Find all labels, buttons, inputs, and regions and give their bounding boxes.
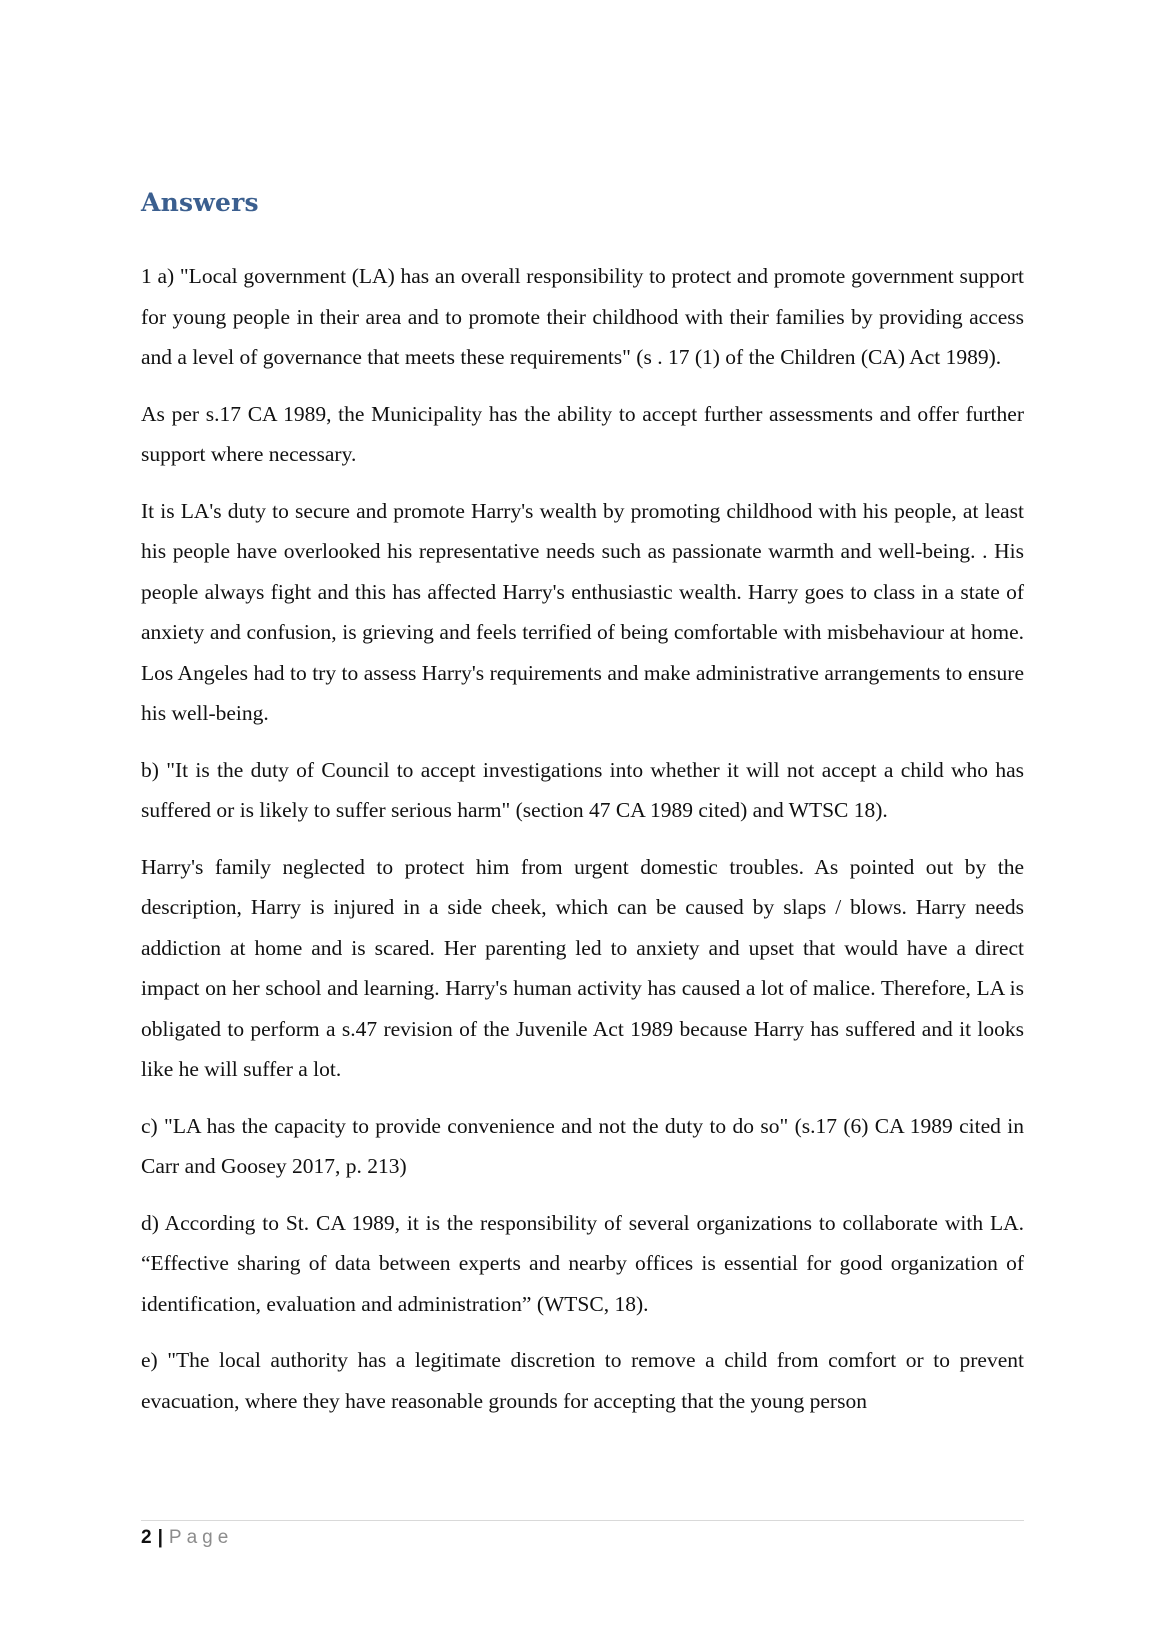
paragraph-s17: As per s.17 CA 1989, the Municipality has the ability to accept further assessments and offer further support where necessary. [141,401,1024,466]
paragraph-la-duty: It is LA's duty to secure and promote Harry's wealth by promoting childhood with his people, at least his people have overlooked his representative needs such as passionate warmth and well-being. . His people always fight and this has affected Harry's enthusiastic wealth. Harry goes to class in a state of anxiety and confusion, is grieving and feels terrified of being comfortable with misbehaviour at home. Los Angeles had to try to assess Harry's requirements and make administrative arrangements to ensure his well-being. [141,498,1024,725]
footer-divider [141,1520,1024,1521]
footer-separator: | [157,1527,163,1548]
paragraph-1d: d) According to St. CA 1989, it is the responsibility of several organizations to collaborate with LA. “Effective sharing of data between experts and nearby offices is essential for good organization of identification, evaluation and administration” (WTSC, 18). [141,1210,1024,1316]
page-content [141,186,1024,1437]
paragraph-1e: e) "The local authority has a legitimate discretion to remove a child from comfort or to prevent evacuation, where they have reasonable grounds for accepting that the young person [141,1348,1024,1413]
page-number: 2 [141,1527,152,1548]
paragraph-1a: 1 a) "Local government (LA) has an overall responsibility to protect and promote government support for young people in their area and to promote their childhood with their families by providing access and a level of governance that meets these requirements" (s . 17 (1) of the Children (CA) Act 1989). [141,264,1024,369]
paragraph-1b: b) "It is the duty of Council to accept investigations into whether it will not accept a child who has suffered or is likely to suffer serious harm" (section 47 CA 1989 cited) and WTSC 18). [141,757,1024,822]
section-heading: Answers [141,188,259,217]
paragraph-1c: c) "LA has the capacity to provide convenience and not the duty to do so" (s.17 (6) CA 1989 cited in Carr and Goosey 2017, p. 213) [141,1113,1024,1178]
paragraph-harry-family: Harry's family neglected to protect him from urgent domestic troubles. As pointed out by the description, Harry is injured in a side cheek, which can be caused by slaps / blows. Harry needs addiction at home and is scared. Her parenting led to anxiety and upset that would have a direct impact on her school and learning. Harry's human activity has caused a lot of malice. Therefore, LA is obligated to perform a s.47 revision of the Juvenile Act 1989 because Harry has suffered and it looks like he will suffer a lot. [141,854,1024,1081]
page-footer [141,1525,233,1551]
page-label: Page [168,1527,234,1548]
